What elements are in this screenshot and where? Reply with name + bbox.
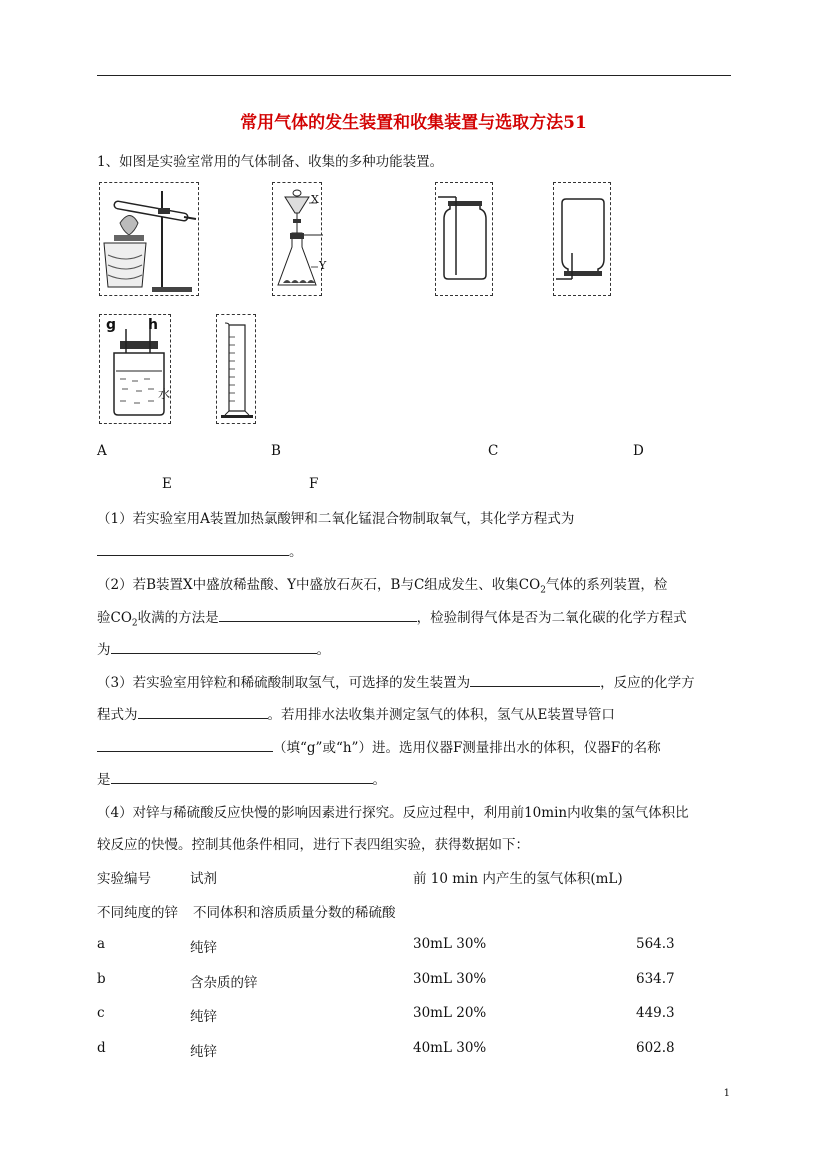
answer-blank[interactable]: [219, 607, 417, 622]
separatory-funnel-flask-icon: [273, 183, 333, 297]
apparatus-b: [272, 182, 327, 296]
table-subheader-zinc: 不同纯度的锌: [97, 905, 178, 921]
answer-blank[interactable]: [470, 672, 600, 687]
apparatus-d: [553, 182, 611, 296]
q3-line3: （填“g”或“h”）进。选用仪器F测量排出水的体积，仪器F的名称: [97, 736, 661, 756]
table-header-id: 实验编号: [97, 871, 151, 887]
q1-text: （1）若实验室用A装置加热氯酸钾和二氧化锰混合物制取氧气，其化学方程式为: [97, 511, 575, 527]
q1-answer-line: 。: [97, 540, 303, 560]
label-e: E: [162, 476, 172, 492]
table-subheader-acid: 不同体积和溶质质量分数的稀硫酸: [193, 905, 396, 921]
q2-line3: 为 。: [97, 638, 330, 658]
apparatus-f: [216, 314, 256, 424]
label-d: D: [633, 443, 644, 459]
funnel-label-x: X: [311, 193, 319, 206]
label-f: F: [309, 476, 319, 492]
tube-label-g: g: [106, 317, 117, 333]
graduated-cylinder-icon: [217, 315, 257, 425]
q3-line1: （3）若实验室用锌粒和稀硫酸制取氢气，可选择的发生装置为 ，反应的化学方: [97, 671, 695, 691]
apparatus-c: [435, 182, 493, 296]
answer-blank[interactable]: [111, 769, 373, 784]
q3-line4: 是 。: [97, 768, 386, 788]
label-a: A: [97, 443, 107, 459]
table-header-reagent: 试剂: [190, 871, 217, 887]
question-intro: 1、如图是实验室常用的气体制备、收集的多种功能装置。: [97, 154, 444, 170]
q3-line2: 程式为 。若用排水法收集并测定氢气的体积，氢气从E装置导管口: [97, 703, 615, 723]
q2-line1: （2）若B装置X中盛放稀盐酸、Y中盛放石灰石，B与C组成发生、收集$CO_2$气体的系列装置，检: [97, 577, 668, 596]
answer-blank[interactable]: [138, 704, 268, 719]
q4-line2: 较反应的快慢。控制其他条件相同，进行下表四组实验，获得数据如下：: [97, 837, 529, 853]
heating-tube-apparatus-icon: [100, 183, 200, 297]
gas-collecting-bottle-inverted-icon: [554, 183, 612, 297]
header-rule: [97, 75, 731, 76]
apparatus-e: [99, 314, 171, 424]
answer-blank[interactable]: [111, 639, 317, 654]
answer-blank[interactable]: [97, 737, 273, 752]
label-b: B: [271, 443, 281, 459]
q2-line2: 验$CO_2$收满的方法是 ，检验制得气体是否为二氧化碳的化学方程式: [97, 606, 687, 629]
tube-label-h: h: [148, 317, 158, 333]
flask-label-y: Y: [319, 259, 327, 272]
q4-line1: （4）对锌与稀硫酸反应快慢的影响因素进行探究。反应过程中，利用前10min内收集的氢气体积比: [97, 805, 689, 821]
table-header-volume: 前 10 min 内产生的氢气体积(mL): [413, 871, 623, 887]
label-c: C: [488, 443, 499, 459]
apparatus-a: [99, 182, 199, 296]
page-title: 常用气体的发生装置和收集装置与选取方法51: [240, 113, 587, 133]
answer-blank[interactable]: [97, 541, 289, 556]
water-label: 水: [158, 387, 171, 401]
gas-collecting-bottle-upright-icon: [436, 183, 494, 297]
page-number: 1: [723, 1088, 730, 1099]
